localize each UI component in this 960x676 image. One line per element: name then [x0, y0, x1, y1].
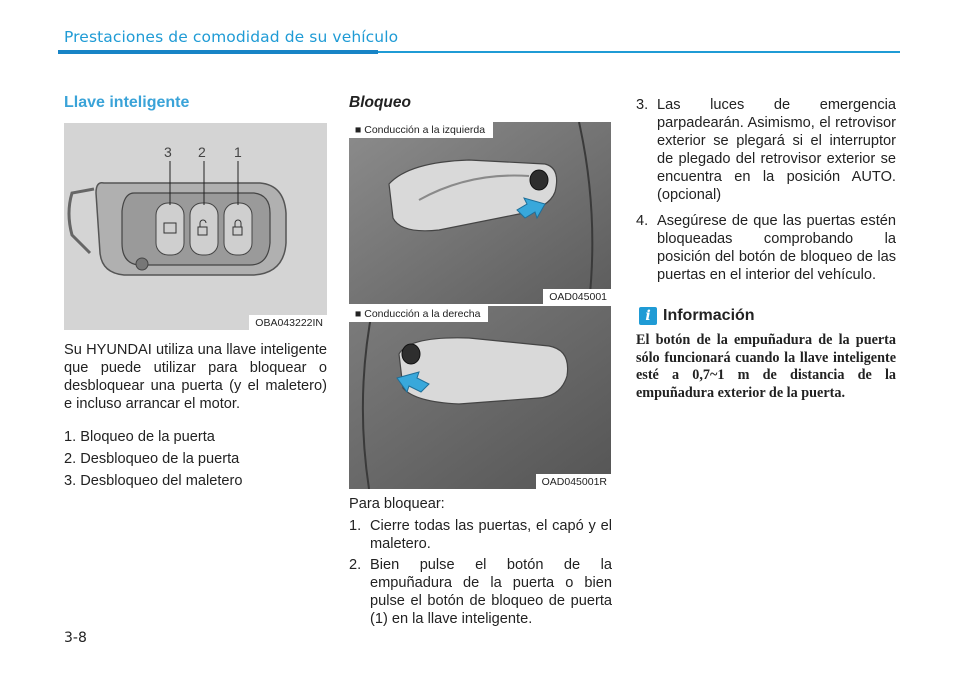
figure-code-lhd: OAD045001: [543, 289, 611, 304]
door-handle-lhd-figure: [349, 122, 611, 304]
lock-step-1: [349, 517, 612, 553]
step-number: 4.: [636, 213, 649, 229]
info-title: Información: [663, 307, 755, 324]
key-label-3: 3: [164, 144, 172, 160]
figure-caption-lhd: ■ Conducción a la izquierda: [349, 122, 493, 138]
key-label-2: 2: [198, 144, 206, 160]
step-text: Cierre todas las puertas, el capó y el maletero.: [370, 518, 612, 552]
header-rule-light: [378, 51, 900, 53]
subsection-title: Bloqueo: [349, 94, 411, 111]
list-item-trunk: 3. Desbloqueo del maletero: [64, 473, 243, 489]
header-rule-dark: [58, 50, 378, 54]
step-text: Bien pulse el botón de la empuñadura de la puerta o bien pulse el botón de bloqueo de puerta (1) en la llave inteligente.: [370, 557, 612, 627]
key-label-1: 1: [234, 144, 242, 160]
lock-step-4: [636, 212, 896, 284]
lock-step-3: [636, 96, 896, 204]
step-number: 1.: [349, 518, 362, 534]
chapter-header-title: Prestaciones de comodidad de su vehículo: [64, 28, 399, 46]
intro-paragraph: Su HYUNDAI utiliza una llave inteligente que puede utilizar para bloquear o desbloquear una puerta (y el maletero) e incluso arrancar el motor.: [64, 342, 327, 412]
smart-key-figure: [64, 123, 327, 330]
lock-step-2: [349, 556, 612, 628]
figure-caption-rhd: ■ Conducción a la derecha: [349, 306, 488, 322]
info-body: El botón de la empuñadura de la puerta sólo funcionará cuando la llave inteligente esté a 0,7~1 m de distancia de la empuñadura exterior de la puerta.: [636, 332, 896, 401]
lock-procedure-label: Para bloquear:: [349, 496, 445, 512]
figure-code: OBA043222IN: [249, 315, 327, 330]
list-item-lock: 1. Bloqueo de la puerta: [64, 429, 215, 445]
smart-key-illustration: [64, 123, 327, 330]
step-number: 3.: [636, 97, 649, 113]
door-handle-rhd-figure: [349, 306, 611, 489]
step-number: 2.: [349, 557, 362, 573]
info-icon: i: [639, 307, 657, 325]
figure-code-rhd: OAD045001R: [536, 474, 611, 489]
step-text: Las luces de emergencia parpadearán. Asimismo, el retrovisor exterior se plegará si el interruptor de plegado del retrovisor exterior se encuentra en la posición AUTO. (opcional): [657, 97, 896, 203]
door-handle-lhd-illustration: [349, 122, 611, 304]
step-text: Asegúrese de que las puertas estén bloqueadas comprobando la posición del botón de bloqueo de las puertas en el interior del vehículo.: [657, 213, 896, 283]
section-title: Llave inteligente: [64, 94, 190, 111]
door-handle-rhd-illustration: [349, 306, 611, 489]
page-number: 3-8: [64, 630, 87, 646]
list-item-unlock: 2. Desbloqueo de la puerta: [64, 451, 240, 467]
